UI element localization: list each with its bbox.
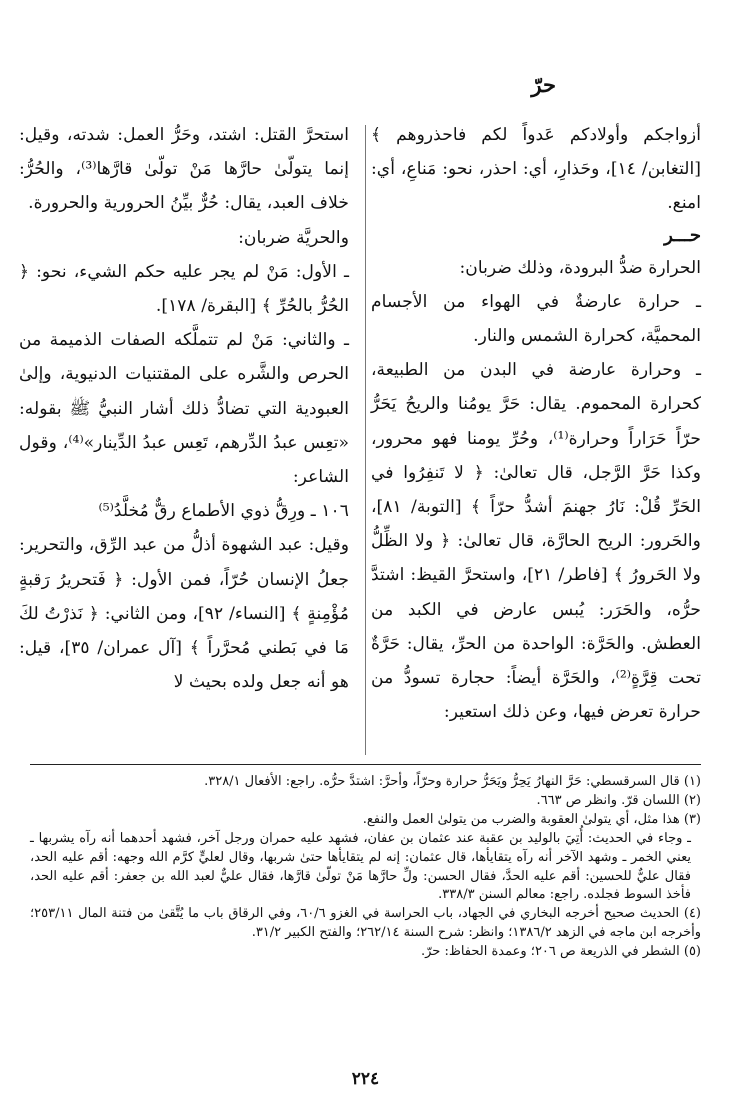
right-paragraph: ـ وحرارة عارضة في البدن من الطبيعة، كحرارة المحموم. يقال: حَرَّ يومُنا والريحُ يَحَرُّ حرّاً حَرَاراً وحرارة⁽¹⁾، وحُرِّ يومنا فهو محرور، وكذا حَرَّ الرَّجل، قال تعالىٰ: ﴿ لا تَنفِرُوا في الحَرِّ قُلْ: نَارُ جهنمَ أشدُّ حرّاً ﴾ [التوبة/ ٨١]، والحَرور: الريح الحارَّة، قال تعالىٰ: ﴿ ولا الظِّلُّ ولا الحَرورُ ﴾ [فاطر/ ٢١]، واستحرَّ القيظ: اشتدَّ حرُّه، والحَرَر: يُبس عارض في الكبد من العطش. والحَرَّة: الواحدة من الحرِّ، يقال: حَرَّةٌ تحت قِرَّةٍ⁽²⁾، والحَرَّة أيضاً: حجارة تسودُّ من حرارة تعرض فيها، وعن ذلك استعير: bbox=[371, 360, 701, 723]
footnote-divider bbox=[30, 764, 701, 765]
footnote-3-continuation: ـ وجاء في الحديث: أُتِيَ بالوليد بن عقبة عند عثمان بن عفان، فشهد عليه حمران ورجل آخر، فشهد أحدهما أنه رآه يشربها ـ يعني الخمر ـ وشهد الآخر أنه رآه يتقايأها، قال عثمان: إنه لم يتقايأها حتىٰ شربها، وقال لعليٍّ كرَّم الله وجهه: أقم عليه الحد، فقال عليٌّ للحسين: أقم عليه الحدَّ، فقال الحسن: ولِّ حارَّها مَنْ تولّىٰ قارَّها، فقال عليٌّ لعبد الله بن جعفر: أقم عليه الحد، فأخذ السوط فجلده. راجع: معالم السنن ٣٣٨/٣. bbox=[30, 830, 691, 903]
right-paragraph: الحرارة ضدُّ البرودة، وذلك ضربان: bbox=[459, 257, 701, 278]
footnote-5: (٥) الشطر في الذريعة ص ٢٠٦؛ وعمدة الحفاظ: حرّ. bbox=[420, 944, 701, 960]
left-column bbox=[19, 118, 349, 699]
footnote-2: (٢) اللسان قرّ. وانظر ص ٦٦٣. bbox=[536, 792, 701, 808]
column-divider bbox=[365, 125, 366, 755]
left-paragraph: ـ الأول: مَنْ لم يجر عليه حكم الشيء، نحو: ﴿ الحُرُّ بالحُرِّ ﴾ [البقرة/ ١٧٨]. bbox=[19, 261, 349, 317]
footnote-1: (١) قال السرقسطي: حَرَّ النهارُ يَحِرُّ ويَحَرُّ حرارة وحرّاً، وأحرَّ: اشتدَّ حرُّه. راجع: الأفعال ٣٢٨/١. bbox=[204, 774, 701, 789]
right-column bbox=[371, 118, 701, 729]
footnote-4: (٤) الحديث صحيح أخرجه البخاري في الجهاد، باب الحراسة في الغزو ٦٠/٦، وفي الرقاق باب ما يُتَّقىٰ من فتنة المال ٢٥٣/١١؛ وأخرجه ابن ماجه في الزهد ١٣٨٦/٢؛ وانظر: شرح السنة ٢٦٢/١٤؛ والفتح الكبير ٣١/٢. bbox=[30, 906, 701, 941]
left-paragraph: وقيل: عبد الشهوة أذلُّ من عبد الرِّق، والتحرير: جعلُ الإنسان حُرّاً، فمن الأول: ﴿ فَتحريرُ رَقبةٍ مُؤْمِنةٍ ﴾ [النساء/ ٩٢]، ومن الثاني: ﴿ نَذرْتُ لكَ مَا في بَطني مُحرَّراً ﴾ [آل عمران/ ٣٥]، قيل: هو أنه جعل ولده بحيث لا bbox=[19, 535, 349, 693]
right-paragraph: ـ حرارة عارضةٌ في الهواء من الأجسام المحميَّة، كحرارة الشمس والنار. bbox=[371, 291, 701, 347]
entry-heading: حـــر bbox=[664, 224, 701, 246]
right-paragraph: أزواجكم وأولادكم عَدواً لكم فاحذروهم ﴾ [التغابن/ ١٤]، وحَذارِ، أي: احذر، نحو: مَناعِ، أي: امنع. bbox=[371, 125, 701, 214]
left-paragraph: والحريَّة ضربان: bbox=[238, 227, 349, 248]
footnotes bbox=[30, 773, 701, 962]
page-number: ٢٢٤ bbox=[351, 1069, 380, 1089]
left-paragraph: استحرَّ القتل: اشتد، وحَرُّ العمل: شدته، وقيل: إنما يتولّىٰ حارَّها مَنْ تولّىٰ قارَّها⁽³⁾، والحُرُّ: خلاف العبد، يقال: حُرٌّ بيِّنُ الحرورية والحرورة. bbox=[19, 125, 349, 214]
left-paragraph: ـ والثاني: مَنْ لم تتملَّكه الصفات الذميمة من الحرص والشَّره على المقتنيات الدنيوية، وإلىٰ العبودية التي تضادُّ ذلك أشار النبيُّ ﷺ بقوله: «تعِس عبدُ الدِّرهم، تَعِس عبدُ الدِّينار»⁽⁴⁾، وقول الشاعر: bbox=[19, 330, 349, 488]
running-head: حرّ bbox=[531, 72, 556, 97]
footnote-3: (٣) هذا مثل، أي يتولىٰ العقوبة والضرب من يتولىٰ العمل والنفع. bbox=[362, 811, 701, 827]
poetry-verse: ١٠٦ ـ ورِقُّ ذوي الأطماع رقٌّ مُخلَّدُ⁽⁵⁾ bbox=[98, 501, 349, 522]
